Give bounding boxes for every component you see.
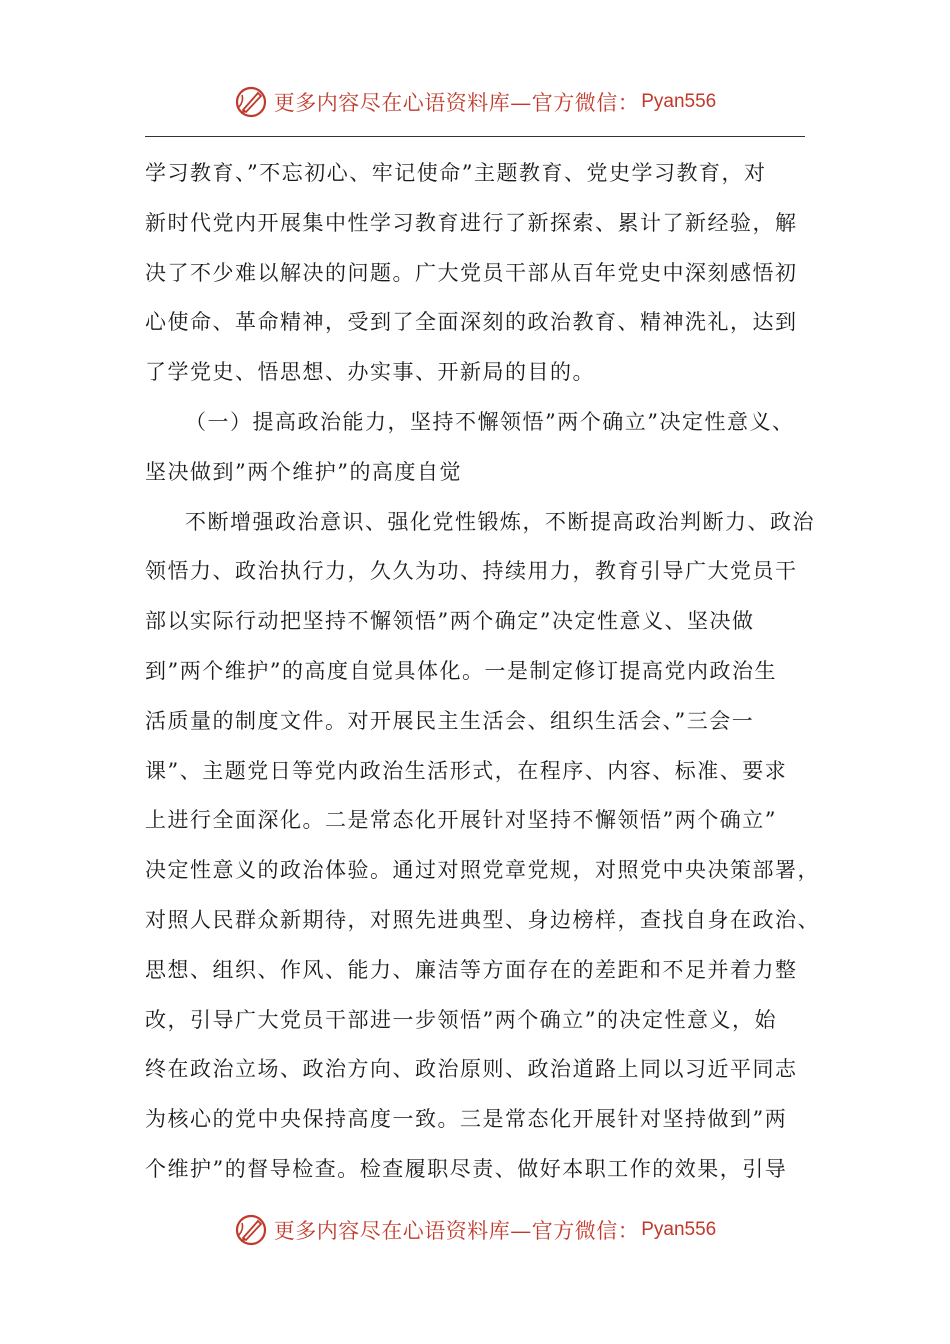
text-line: 新时代党内开展集中性学习教育进行了新探索、累计了新经验，解 [145,210,798,235]
text-line: 学习教育、”不忘初心、牢记使命”主题教育、党史学习教育，对 [145,161,767,185]
section-heading-line: 坚决做到”两个维护”的高度自觉 [145,459,462,484]
header-banner [0,82,950,122]
text-line: 为核心的党中央保持高度一致。三是常态化开展针对坚持做到”两 [145,1107,788,1132]
header-banner-id: Pyan556 [641,91,717,112]
footer-banner-text: 更多内容尽在心语资料库—官方微信： [273,1219,640,1243]
text-line: 部以实际行动把坚持不懈领悟”两个确定”决定性意义、坚决做 [145,609,755,634]
text-line: 课”、主题党日等党内政治生活形式，在程序、内容、标准、要求 [145,758,788,783]
text-line: 决定性意义的政治体验。通过对照党章党规，对照党中央决策部署， [145,858,820,883]
pen-seal-logo-icon [234,1213,268,1247]
text-line: 了学党史、悟思想、办实事、开新局的目的。 [145,360,595,385]
text-line: 对照人民群众新期待，对照先进典型、身边榜样，查找自身在政治、 [145,907,820,932]
text-line: 领悟力、政治执行力，久久为功、持续用力，教育引导广大党员干 [145,559,798,584]
text-line: 终在政治立场、政治方向、政治原则、政治道路上同以习近平同志 [145,1057,798,1082]
header-banner-text: 更多内容尽在心语资料库—官方微信： [273,91,640,115]
footer-banner-id: Pyan556 [641,1219,717,1240]
footer-banner [0,1210,950,1250]
text-line: 活质量的制度文件。对开展民主生活会、组织生活会、”三会一 [145,708,755,733]
document-body [145,149,825,1195]
text-line: 到”两个维护”的高度自觉具体化。一是制定修订提高党内政治生 [145,658,777,683]
text-line: 思想、组织、作风、能力、廉洁等方面存在的差距和不足并着力整 [145,957,798,982]
text-line: 改，引导广大党员干部进一步领悟”两个确立”的决定性意义，始 [145,1007,777,1032]
pen-seal-logo-icon [234,85,268,119]
text-line: 不断增强政治意识、强化党性锻炼，不断提高政治判断力、政治 [185,509,815,534]
header-rule [145,136,805,137]
text-line: 上进行全面深化。二是常态化开展针对坚持不懈领悟”两个确立” [145,808,777,833]
section-heading-line: （一）提高政治能力，坚持不懈领悟”两个确立”决定性意义、 [185,409,795,434]
text-line: 心使命、革命精神，受到了全面深刻的政治教育、精神洗礼，达到 [145,310,798,335]
text-line: 个维护”的督导检查。检查履职尽责、做好本职工作的效果，引导 [145,1156,788,1181]
text-line: 决了不少难以解决的问题。广大党员干部从百年党史中深刻感悟初 [145,260,798,285]
